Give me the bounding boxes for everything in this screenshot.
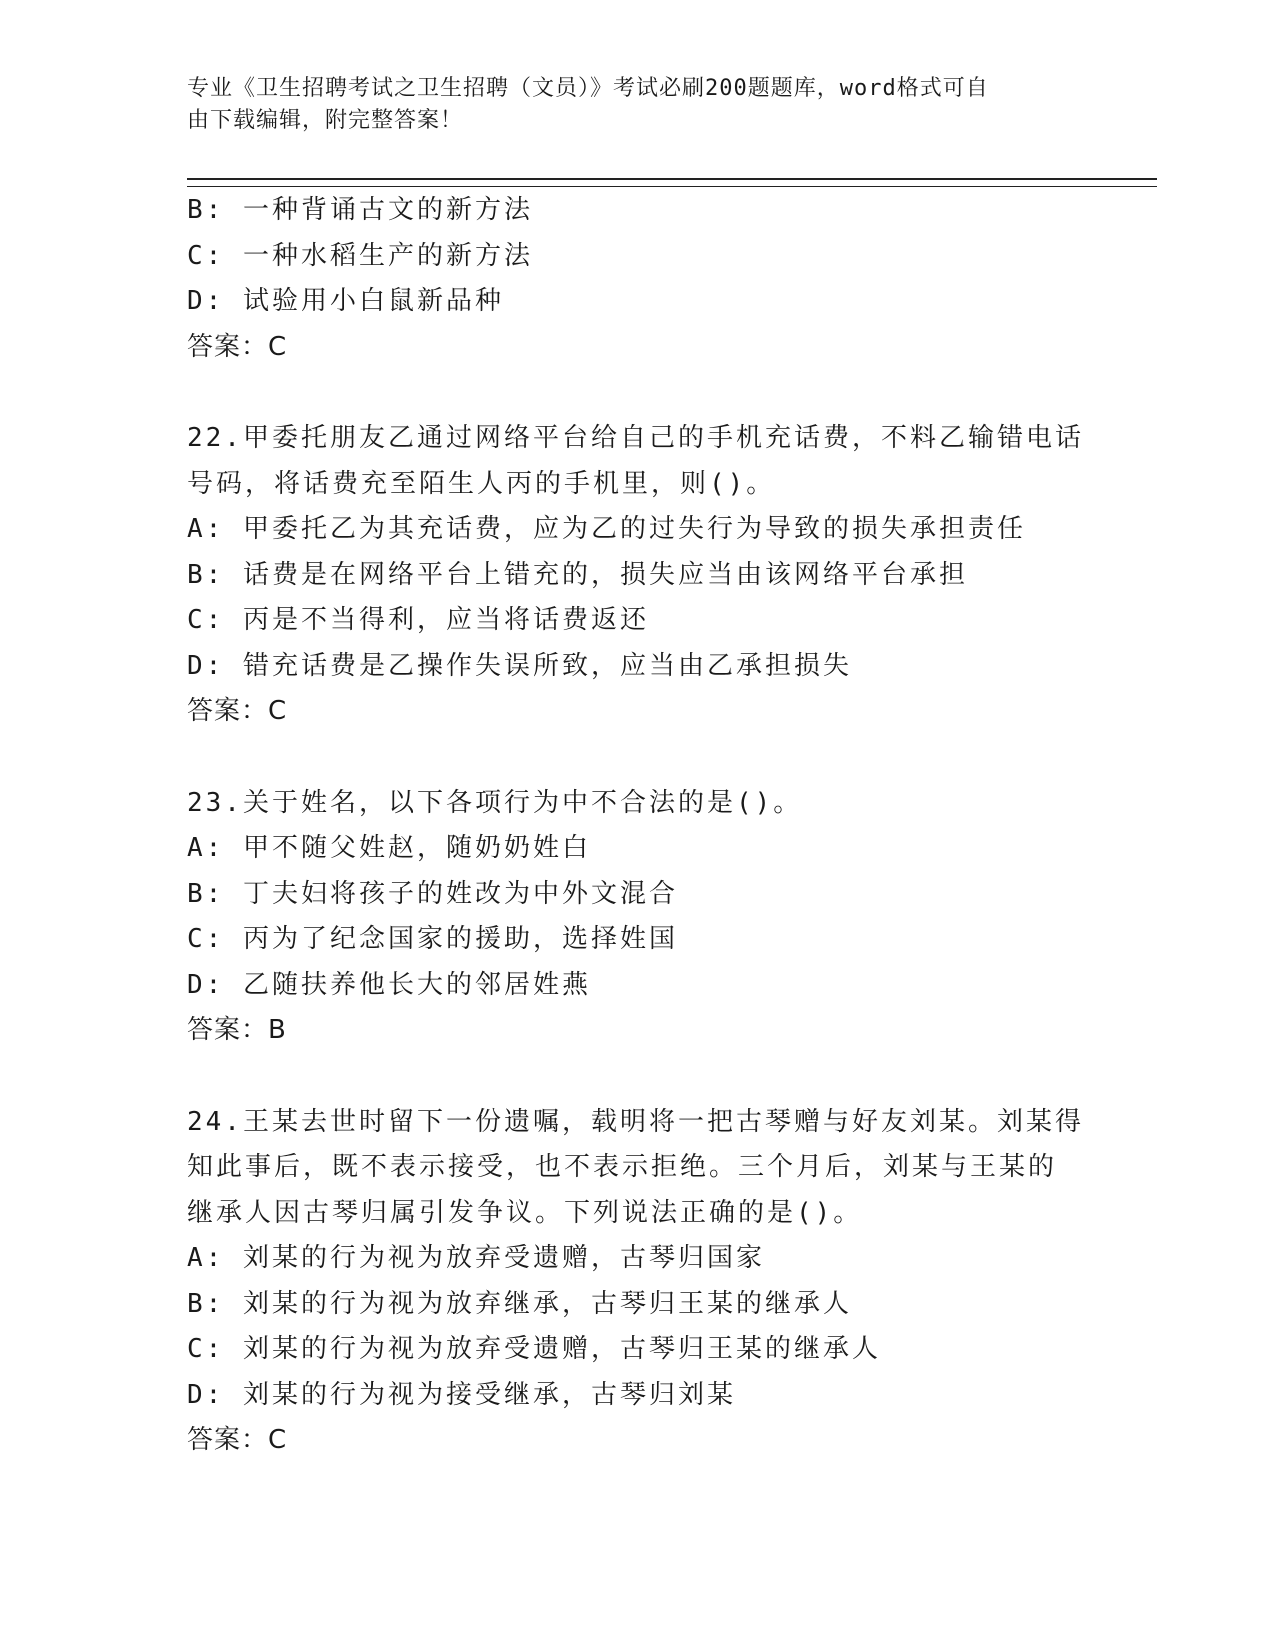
question-22-option-a: A: 甲委托乙为其充话费，应为乙的过失行为导致的损失承担责任 bbox=[187, 514, 1026, 544]
question-24-option-d: D: 刘某的行为视为接受继承，古琴归刘某 bbox=[187, 1379, 736, 1410]
question-22-option-c: C: 丙是不当得利，应当将话费返还 bbox=[187, 605, 649, 635]
question-24-stem-line-2: 知此事后，既不表示接受，也不表示拒绝。三个月后，刘某与王某的 bbox=[187, 1152, 1058, 1182]
spacer bbox=[187, 735, 1167, 781]
question-22-stem-line-1: 22.甲委托朋友乙通过网络平台给自己的手机充话费，不料乙输错电话 bbox=[187, 423, 1084, 453]
question-23-block bbox=[187, 781, 1167, 1054]
question-24-answer: 答案：C bbox=[187, 1425, 288, 1455]
header-line-1: 专业《卫生招聘考试之卫生招聘（文员）》考试必刷200题题库，word格式可自 bbox=[187, 76, 989, 101]
question-21-option-b: B: 一种背诵古文的新方法 bbox=[187, 195, 533, 225]
question-24-option-c: C: 刘某的行为视为放弃受遗赠，古琴归王某的继承人 bbox=[187, 1334, 881, 1364]
question-21-option-d: D: 试验用小白鼠新品种 bbox=[187, 286, 504, 316]
question-24-option-a: A: 刘某的行为视为放弃受遗赠，古琴归国家 bbox=[187, 1243, 765, 1273]
question-22-stem-line-2: 号码，将话费充至陌生人丙的手机里，则()。 bbox=[187, 468, 776, 499]
question-21-option-c: C: 一种水稻生产的新方法 bbox=[187, 240, 533, 271]
header-divider bbox=[187, 178, 1157, 187]
question-22-option-b: B: 话费是在网络平台上错充的，损失应当由该网络平台承担 bbox=[187, 559, 968, 590]
question-24-stem-line-1: 24.王某去世时留下一份遗嘱，载明将一把古琴赠与好友刘某。刘某得 bbox=[187, 1106, 1084, 1137]
spacer bbox=[187, 1054, 1167, 1100]
question-24-option-b: B: 刘某的行为视为放弃继承，古琴归王某的继承人 bbox=[187, 1288, 852, 1319]
question-22-block bbox=[187, 416, 1167, 735]
question-21-answer: 答案：C bbox=[187, 331, 288, 362]
question-23-option-d: D: 乙随扶养他长大的邻居姓燕 bbox=[187, 969, 591, 1000]
question-content bbox=[187, 188, 1167, 1464]
question-23-answer: 答案：B bbox=[187, 1015, 287, 1045]
question-21-block bbox=[187, 188, 1167, 370]
question-23-stem-line-1: 23.关于姓名，以下各项行为中不合法的是()。 bbox=[187, 787, 803, 818]
question-23-option-c: C: 丙为了纪念国家的援助，选择姓国 bbox=[187, 924, 678, 954]
spacer bbox=[187, 370, 1167, 416]
question-23-option-b: B: 丁夫妇将孩子的姓改为中外文混合 bbox=[187, 878, 678, 909]
question-24-block bbox=[187, 1100, 1167, 1464]
question-23-option-a: A: 甲不随父姓赵，随奶奶姓白 bbox=[187, 833, 591, 863]
question-22-option-d: D: 错充话费是乙操作失误所致，应当由乙承担损失 bbox=[187, 650, 852, 681]
question-22-answer: 答案：C bbox=[187, 696, 288, 726]
question-24-stem-line-3: 继承人因古琴归属引发争议。下列说法正确的是()。 bbox=[187, 1197, 863, 1228]
document-header bbox=[187, 73, 1087, 137]
header-line-2: 由下载编辑，附完整答案！ bbox=[187, 108, 464, 133]
